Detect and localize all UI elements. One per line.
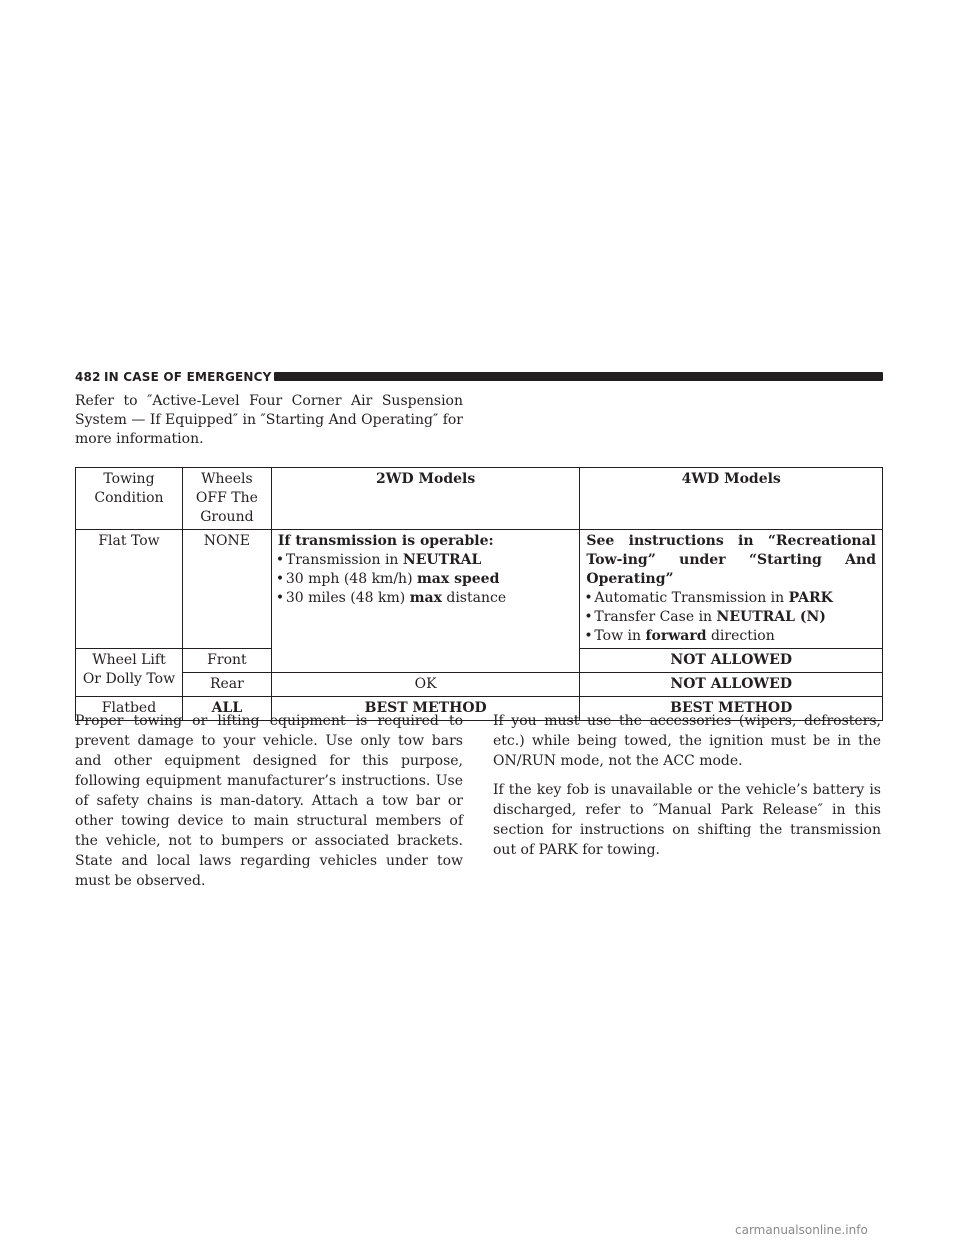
bullet-icon: • <box>275 571 285 587</box>
list-item: • 30 mph (48 km/h) max speed <box>275 571 500 587</box>
page-number: 482 <box>75 370 101 384</box>
table-row <box>76 673 883 697</box>
cell-2wd-flat-tow <box>271 530 580 673</box>
body-right-column <box>493 711 881 869</box>
bullet-icon: • <box>275 590 285 606</box>
header-rule <box>274 372 883 381</box>
body-left-column <box>75 711 463 900</box>
list-item: • Tow in forward direction <box>584 628 775 644</box>
cell-2wd-rear: OK <box>271 673 580 697</box>
bullet-icon: • <box>584 628 593 644</box>
cell-2wd-flatbed: BEST METHOD <box>271 697 580 721</box>
cell-wheels-front: Front <box>182 649 271 673</box>
bullet-icon: • <box>275 552 285 568</box>
flat-tow-2wd-list <box>275 551 574 608</box>
list-item: • 30 miles (48 km) max distance <box>275 590 507 606</box>
paragraph: If you must use the accessories (wipers, defrosters, etc.) while being towed, the ignition must be in the ON/RUN mode, not the ACC mode. <box>493 713 881 769</box>
cell-4wd-front: NOT ALLOWED <box>580 649 883 673</box>
cell-wheels-none: NONE <box>182 530 271 649</box>
list-item: • Transfer Case in NEUTRAL (N) <box>584 609 826 625</box>
flat-tow-4wd-list <box>586 589 876 646</box>
intro-paragraph: Refer to ″Active-Level Four Corner Air Suspension System — If Equipped″ in ″Starting And Operating″ for more information. <box>75 393 463 447</box>
flat-tow-2wd-heading: If transmission is operable: <box>277 533 494 549</box>
watermark-text: carmanualsonline.info <box>735 1223 868 1237</box>
cell-condition-wheel-lift: Wheel Lift Or Dolly Tow <box>76 649 183 697</box>
header-4wd-models: 4WD Models <box>580 468 883 530</box>
header-wheels-off-ground: Wheels OFF The Ground <box>182 468 271 530</box>
cell-wheels-rear: Rear <box>182 673 271 697</box>
header-2wd-models: 2WD Models <box>271 468 580 530</box>
list-item: • Transmission in NEUTRAL <box>275 552 482 568</box>
cell-4wd-flat-tow <box>580 530 883 649</box>
section-title: IN CASE OF EMERGENCY <box>104 370 272 384</box>
header-towing-condition: Towing Condition <box>76 468 183 530</box>
cell-condition-flatbed: Flatbed <box>76 697 183 721</box>
towing-table <box>75 467 883 721</box>
table-row <box>76 530 883 649</box>
bullet-icon: • <box>584 590 593 606</box>
table-header-row <box>76 468 883 530</box>
bullet-icon: • <box>584 609 593 625</box>
cell-condition-flat-tow: Flat Tow <box>76 530 183 649</box>
paragraph: If the key fob is unavailable or the vehicle’s battery is discharged, refer to ″Manual Park Release″ in this section for instructions on shifting the transmission out of PARK for towing. <box>493 782 881 858</box>
paragraph: Proper towing or lifting equipment is required to prevent damage to your vehicle. Use only tow bars and other equipment designed for this purpose, following equipment manufacturer’s instructions. Use of safety chains is man-datory. Attach a tow bar or other towing device to main structural members of the vehicle, not to bumpers or associated brackets. State and local laws regarding vehicles under tow must be observed. <box>75 713 463 889</box>
flat-tow-4wd-heading: See instructions in “Recreational Tow-ing” under “Starting And Operating” <box>586 533 876 587</box>
cell-4wd-rear: NOT ALLOWED <box>580 673 883 697</box>
cell-4wd-flatbed: BEST METHOD <box>580 697 883 721</box>
list-item: • Automatic Transmission in PARK <box>584 590 833 606</box>
page-header <box>75 369 883 387</box>
cell-wheels-all: ALL <box>182 697 271 721</box>
